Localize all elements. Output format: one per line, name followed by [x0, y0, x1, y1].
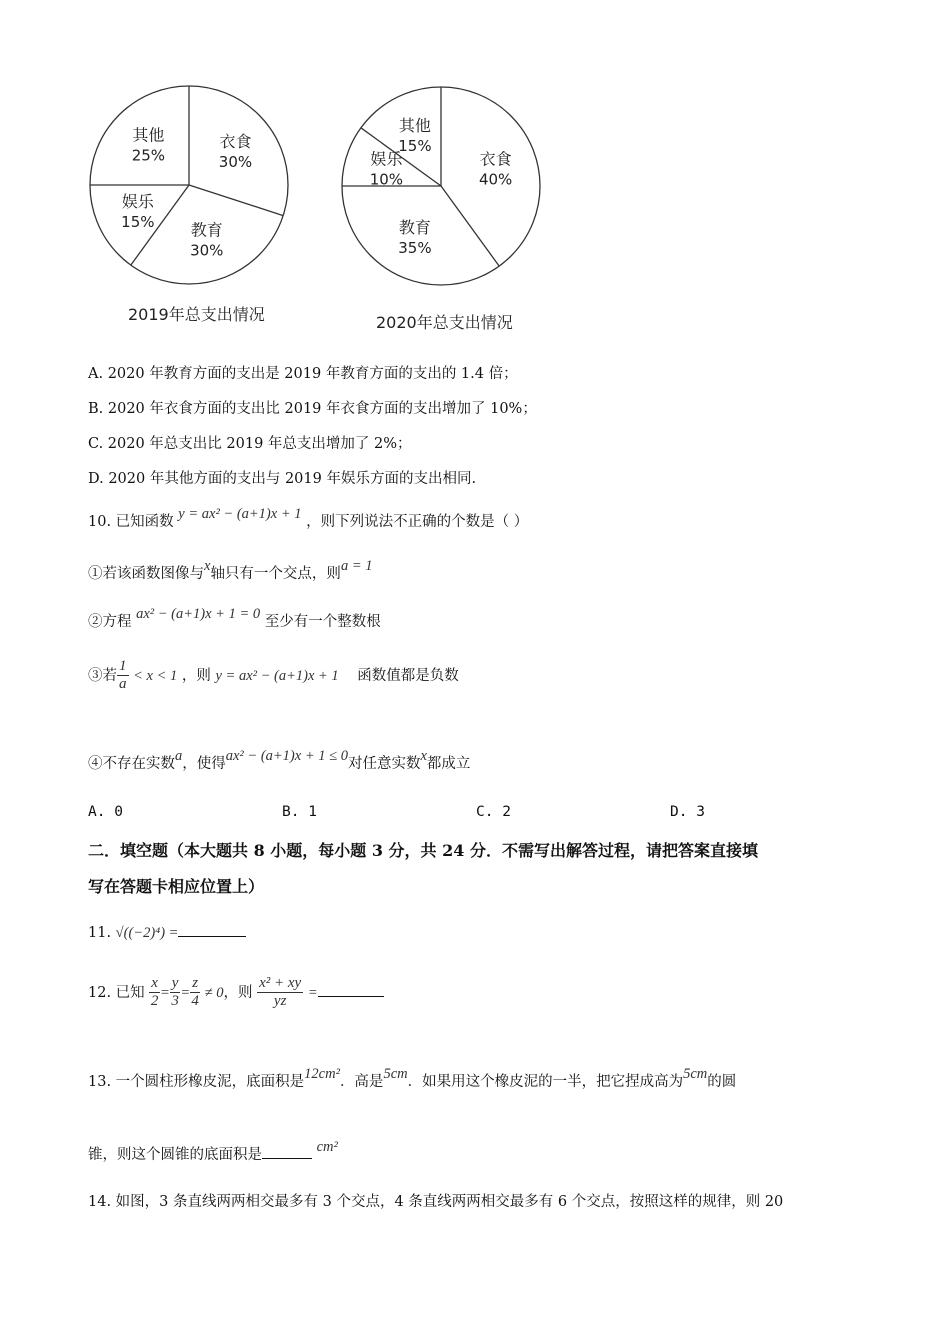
s4-text-a: ④不存在实数	[88, 756, 175, 772]
q12-prefix: 12. 已知	[88, 984, 145, 1001]
frac-expr-num: x² + xy	[257, 975, 303, 993]
s3-frac-num: 1	[117, 658, 129, 676]
q10-option-b: B. 1	[282, 804, 317, 820]
q12-answer-blank[interactable]	[318, 982, 384, 997]
pie-slice-label: 其他	[398, 115, 431, 135]
pie-slice-percent: 10%	[369, 170, 404, 189]
pie-slice-percent: 15%	[121, 213, 155, 232]
q9-option-b: B. 2020 年衣食方面的支出比 2019 年衣食方面的支出增加了 10%；	[88, 401, 537, 417]
s2-text-b: 至少有一个整数根	[264, 614, 381, 630]
q10-statement-2	[88, 606, 381, 631]
q12-neq: ≠ 0	[204, 984, 224, 1001]
s1-a-eq: a = 1	[340, 558, 373, 574]
s1-text-b: 轴只有一个交点，则	[210, 566, 341, 582]
q13-height: 5cm	[383, 1066, 408, 1082]
pie-chart-2019	[80, 78, 300, 298]
q10-statement-4	[88, 748, 471, 773]
q10-prefix: 10. 已知函数	[88, 514, 174, 530]
q12-frac-z	[190, 975, 200, 1011]
s4-x: x	[420, 748, 427, 764]
frac-expr-den: yz	[273, 993, 287, 1010]
frac-y-den: 3	[171, 993, 179, 1010]
pie-slice-label: 娱乐	[121, 192, 154, 212]
q13-text-e: 锥，则这个圆锥的底面积是	[88, 1147, 262, 1163]
q12-mid: ，则	[223, 984, 253, 1001]
q14: 14. 如图，3 条直线两两相交最多有 3 个交点，4 条直线两两相交最多有 6 个交点，按照这样的规律，则 20	[88, 1194, 784, 1210]
q12-frac-x	[149, 975, 160, 1011]
q10-option-d: D. 3	[670, 804, 705, 820]
q11-label: 11.	[88, 925, 112, 941]
q10-option-c: C. 2	[476, 804, 511, 820]
q13-text-c: ．如果用这个橡皮泥的一半，把它捏成高为	[407, 1074, 684, 1090]
s2-text-a: ②方程	[88, 614, 132, 630]
s3-frac-den: a	[119, 676, 127, 693]
s3-fraction	[117, 658, 129, 694]
q13-text-b: ．高是	[339, 1074, 384, 1090]
frac-x-num: x	[149, 975, 160, 993]
s2-equation: ax² − (a+1)x + 1 = 0	[136, 606, 261, 622]
q10-function: y = ax² − (a+1)x + 1	[178, 506, 302, 522]
q10-statement-1	[88, 558, 373, 583]
pie-slice-label: 娱乐	[370, 149, 403, 169]
q13-line1	[88, 1066, 737, 1091]
frac-z-den: 4	[191, 993, 199, 1010]
q13-height2: 5cm	[683, 1066, 708, 1082]
q10-option-a: A. 0	[88, 804, 123, 820]
q9-option-c: C. 2020 年总支出比 2019 年总支出增加了 2%；	[88, 436, 412, 452]
pie-slice-label: 教育	[190, 220, 223, 240]
s4-text-c: 对任意实数	[347, 756, 421, 772]
q10-statement-3	[88, 658, 459, 694]
q10-suffix: ，则下列说法不正确的个数是（ ）	[306, 514, 529, 530]
section-2-heading-line1: 二．填空题（本大题共 8 小题，每小题 3 分，共 24 分．不需写出解答过程，请把答案直接填	[88, 841, 758, 860]
q12-frac-y	[170, 975, 181, 1011]
pie-slice-percent: 15%	[398, 136, 432, 155]
frac-z-num: z	[190, 975, 200, 993]
q11	[88, 922, 246, 942]
pie-slice-percent: 25%	[131, 146, 166, 165]
frac-y-num: y	[170, 975, 181, 993]
s1-x: x	[204, 558, 211, 574]
pie-slice-label: 教育	[398, 218, 431, 238]
s1-text-a: ①若该函数图像与	[88, 566, 204, 582]
q13-area: 12cm²	[304, 1066, 340, 1082]
q13-line2	[88, 1139, 338, 1164]
pie-slice-label: 衣食	[219, 132, 252, 152]
q13-answer-blank[interactable]	[262, 1144, 312, 1159]
pie-chart-2020	[333, 78, 553, 298]
q12: 12. 已知 $\frac{x}{2}$ = $\frac{y}{3}$ = $\frac{z}{4}$ ≠ 0，则 $\frac{\text{x² + xy}}{yz}$ =	[88, 975, 384, 1011]
s3-text-a: ③若	[88, 667, 117, 684]
s3-text-b: ，则	[181, 667, 211, 684]
pie-slice-percent: 35%	[398, 239, 432, 258]
pie-slice-label: 其他	[132, 125, 165, 145]
q11-expression: √((−2)⁴) =	[115, 925, 179, 941]
q9-option-d: D. 2020 年其他方面的支出与 2019 年娱乐方面的支出相同.	[88, 471, 477, 487]
frac-x-den: 2	[150, 993, 159, 1010]
s3-text-c: 函数值都是负数	[357, 667, 459, 684]
chart-title-2020: 2020年总支出情况	[376, 313, 513, 332]
pie-slice-percent: 30%	[218, 153, 253, 172]
chart-title-2019: 2019年总支出情况	[128, 305, 265, 324]
q12-frac-expr	[257, 975, 303, 1011]
s3-condition: < x < 1	[133, 667, 178, 684]
q13-text-a: 13. 一个圆柱形橡皮泥，底面积是	[88, 1074, 305, 1090]
section-2-heading-line2: 写在答题卡相应位置上）	[88, 877, 265, 896]
q12-eq: =	[307, 984, 318, 1001]
q13-unit: cm²	[316, 1139, 338, 1155]
pie-slice-label: 衣食	[479, 149, 512, 169]
pie-slice-percent: 30%	[190, 241, 224, 260]
q9-option-a: A. 2020 年教育方面的支出是 2019 年教育方面的支出的 1.4 倍；	[88, 366, 518, 382]
s4-inequality: ax² − (a+1)x + 1 ≤ 0	[225, 748, 348, 764]
s4-a: a	[175, 748, 183, 764]
s4-text-d: 都成立	[426, 756, 471, 772]
s4-text-b: ，使得	[182, 756, 226, 772]
s3-function: y = ax² − (a+1)x + 1	[215, 667, 339, 684]
q10-stem	[88, 506, 529, 531]
q11-answer-blank[interactable]	[178, 922, 246, 937]
pie-slice-percent: 40%	[478, 170, 513, 189]
q13-text-d: 的圆	[707, 1074, 737, 1090]
